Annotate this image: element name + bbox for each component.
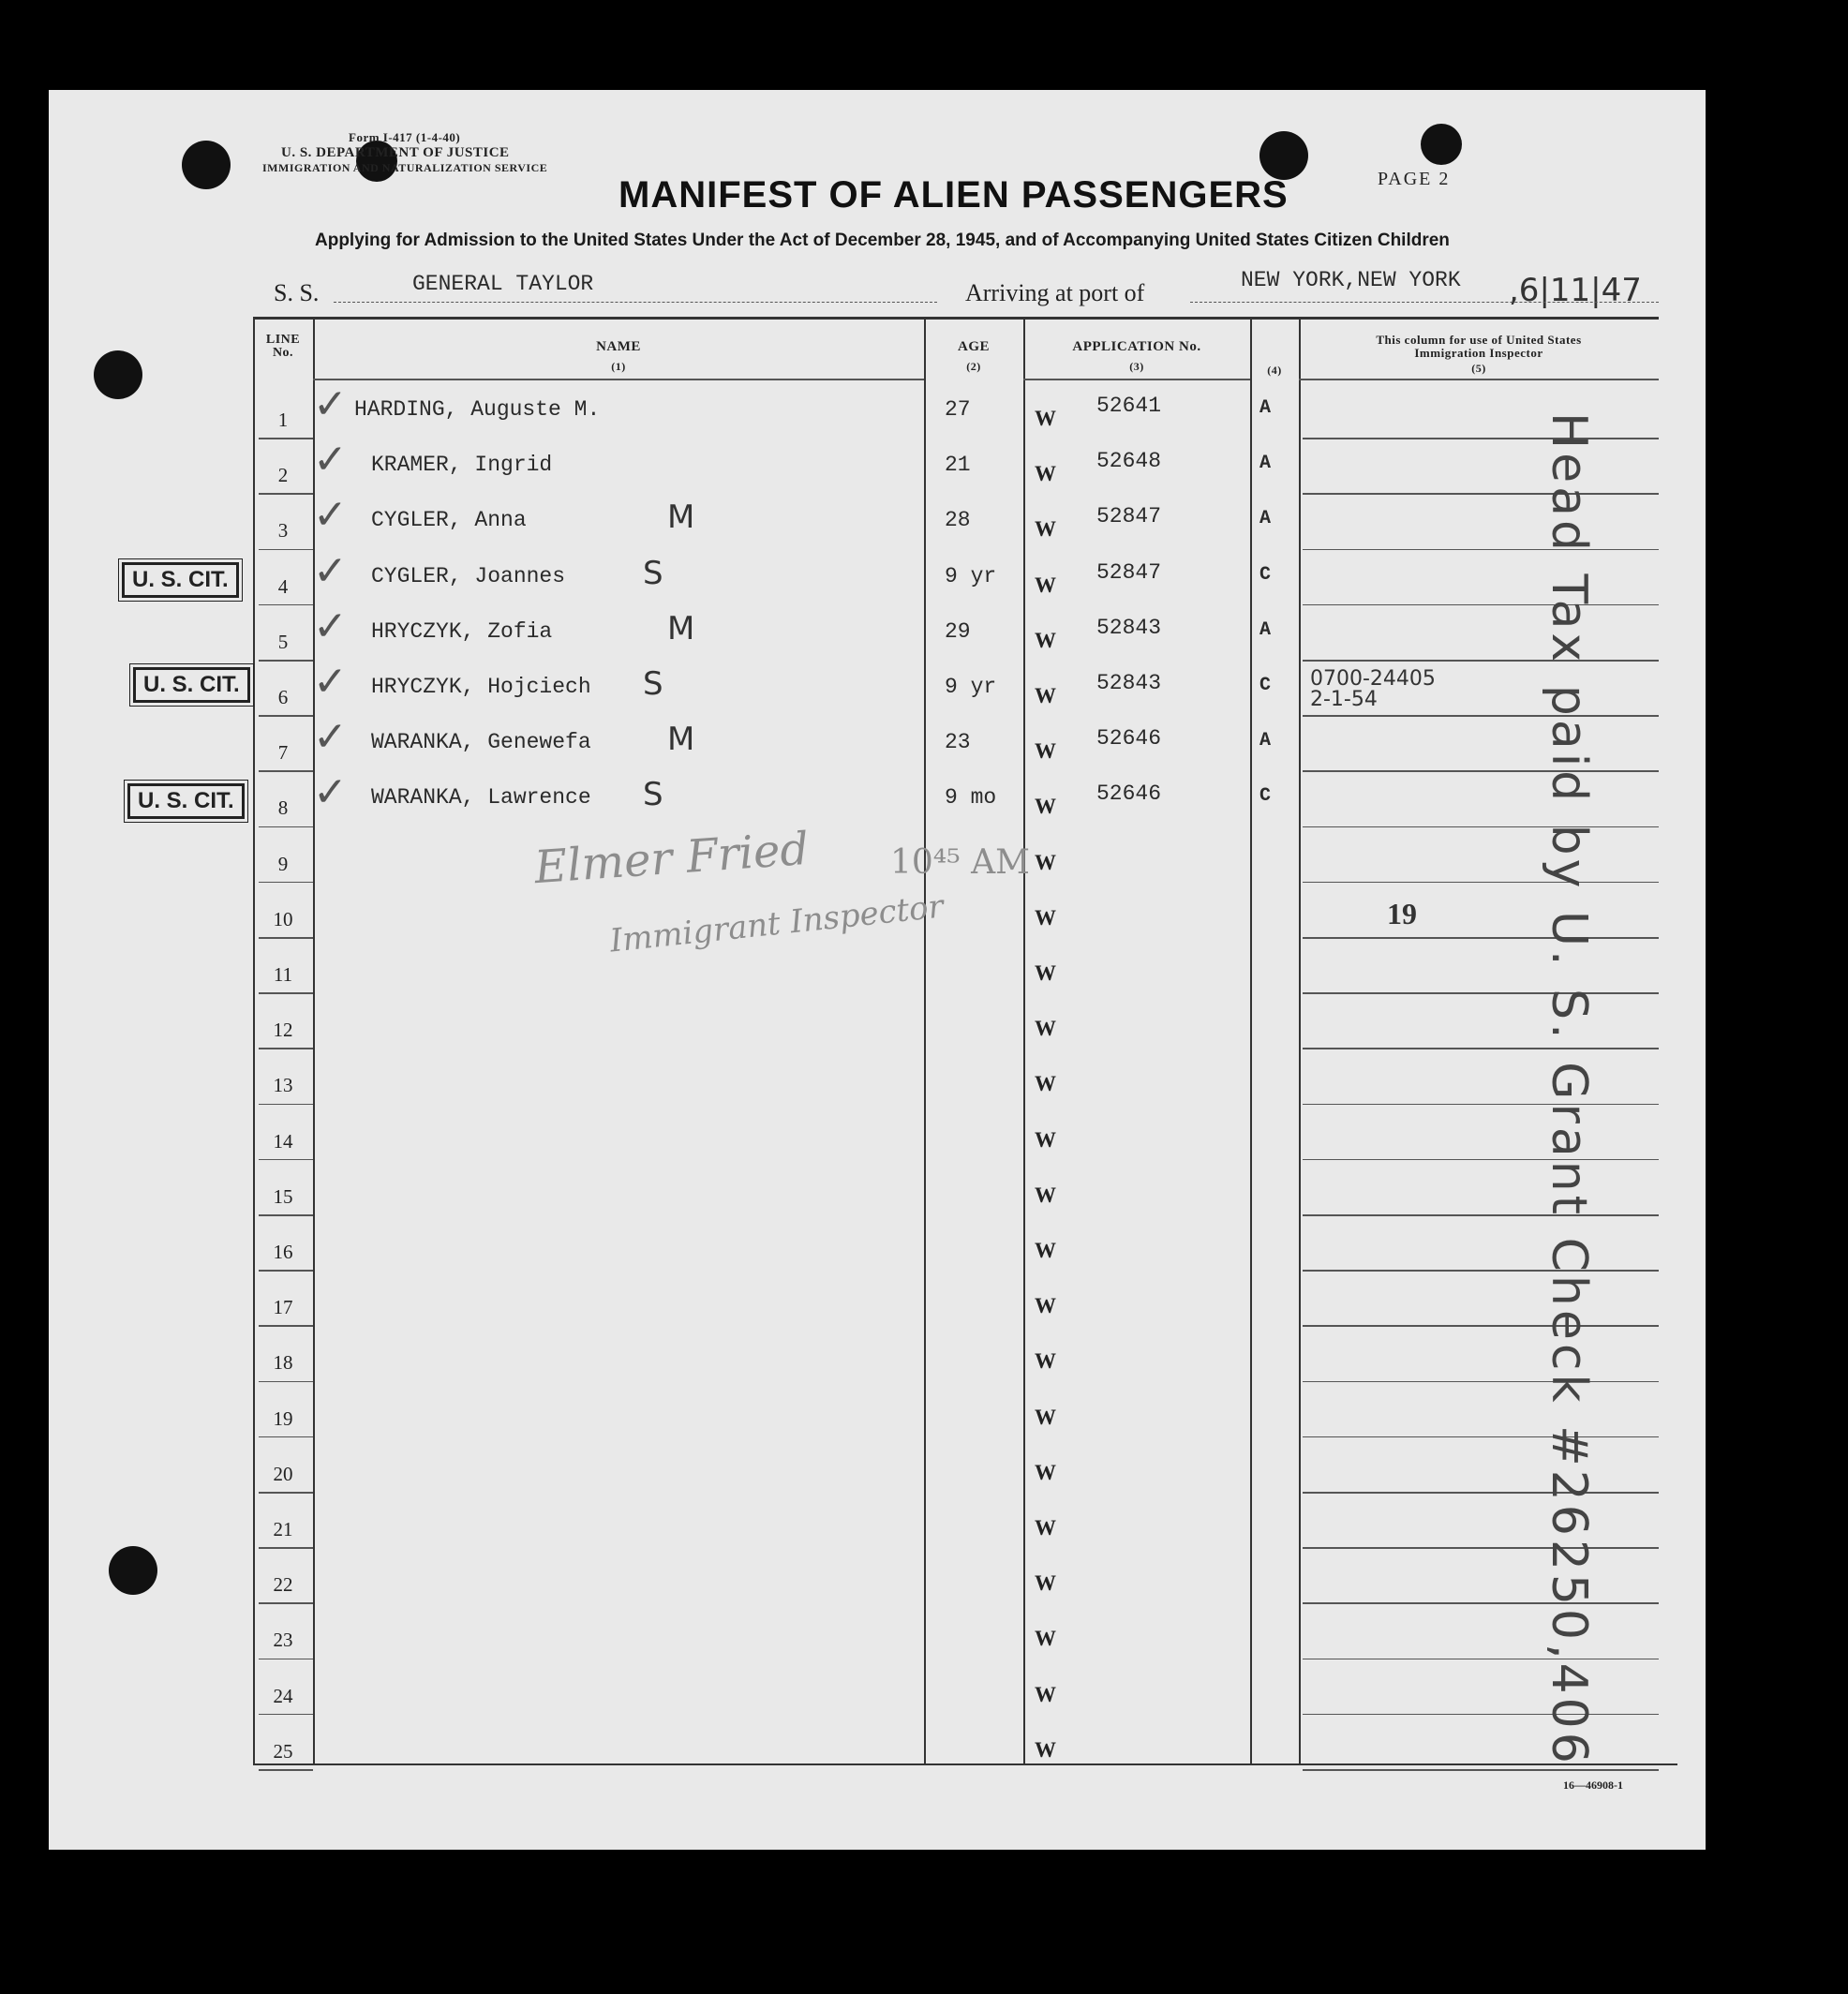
row-rule [259,937,313,939]
row-rule [259,715,313,717]
footer-code: 16—46908-1 [1563,1778,1623,1792]
row-rule [259,1381,313,1383]
w-marker: W [1035,1239,1056,1262]
row-rule [259,1714,313,1716]
header-rule [313,379,924,380]
row-rule [1303,1436,1659,1438]
w-marker: W [1035,1571,1056,1596]
check-mark-icon: ✓ [313,713,348,762]
row-rule [1303,1659,1659,1660]
port-underline [1190,302,1659,305]
w-marker: W [1035,961,1056,985]
row-rule [1303,882,1659,884]
w-marker: W [1035,628,1056,652]
col-header-app-num: (3) [1129,360,1144,373]
inspector-note: 0700-24405 2-1-54 [1310,667,1436,711]
line-number: 24 [273,1684,293,1707]
check-mark-icon: ✓ [313,658,348,706]
row-rule [259,1270,313,1272]
relationship-mark: M [667,609,695,647]
w-marker: W [1035,739,1056,764]
w-marker: W [1035,1627,1056,1651]
col-header-name: NAME [596,339,641,354]
w-marker: W [1035,407,1056,430]
port-label: Arriving at port of [965,279,1145,306]
col-header-age-num: (2) [966,360,981,373]
passenger-name: HARDING, Auguste M. [354,397,601,422]
line-number: 23 [273,1629,293,1652]
line-number: 6 [277,686,289,708]
passenger-age: 9 mo [945,785,997,811]
inspector-note: 19 [1387,896,1417,930]
row-rule [1303,937,1659,939]
passenger-name: CYGLER, Anna [371,508,527,533]
passenger-age: 21 [945,453,971,478]
w-marker: W [1035,1737,1056,1762]
w-marker: W [1035,462,1056,486]
row-rule [259,826,313,828]
col-header-name-num: (1) [611,360,626,373]
row-rule [1303,1769,1659,1771]
line-number: 5 [277,630,289,653]
table-bottom-rule [253,1763,1677,1765]
line-number: 10 [273,907,293,930]
line-number: 4 [277,574,289,598]
arrival-date: ,6|11|47 [1509,272,1642,309]
w-marker: W [1035,1183,1056,1207]
w-marker: W [1035,1682,1056,1706]
page-title: MANIFEST OF ALIEN PASSENGERS [618,174,1289,216]
passenger-age: 9 yr [945,675,997,699]
row-rule [259,1104,313,1106]
line-number: 17 [273,1296,293,1319]
row-rule [1303,770,1659,772]
w-marker: W [1035,517,1056,542]
row-rule [1303,1214,1659,1216]
row-rule [259,1602,313,1604]
row-rule [259,1325,313,1327]
w-marker: W [1035,684,1056,707]
w-marker: W [1035,573,1056,597]
us-citizen-stamp: U. S. CIT. [122,562,239,598]
col-header-age: AGE [957,339,990,354]
row-rule [259,770,313,772]
w-marker: W [1035,1294,1056,1318]
row-rule [1303,1159,1659,1161]
punch-hole [109,1546,157,1595]
row-rule [1303,1492,1659,1494]
status-code: A [1259,453,1272,475]
col-line-border [253,317,255,1764]
line-number: 1 [277,409,289,431]
application-number: 52646 [1096,781,1162,807]
row-rule [259,493,313,495]
w-marker: W [1035,1405,1056,1429]
passenger-name: WARANKA, Genewefa [371,730,591,755]
us-citizen-stamp: U. S. CIT. [127,783,245,819]
inspector-title: Immigrant Inspector [607,887,946,960]
col-line-age [924,317,926,1764]
status-code: C [1259,563,1272,586]
page-label: PAGE 2 [1378,169,1451,189]
line-number: 2 [277,464,289,487]
line-number: 13 [273,1074,293,1097]
page-subtitle: Applying for Admission to the United States Under the Act of December 28, 1945, and of Accompanying United States Citizen Children [315,231,1450,250]
col-header-inspector: This column for use of United States Immigration Inspector [1376,333,1582,360]
col-line-c5 [1299,317,1301,1764]
w-marker: W [1035,1349,1056,1374]
relationship-mark: M [667,721,695,759]
line-number: 16 [273,1241,293,1263]
row-rule [259,438,313,439]
header-rule [1023,379,1250,380]
row-rule [259,1492,313,1494]
row-rule [259,1547,313,1549]
w-marker: W [1035,1127,1056,1152]
line-number: 18 [273,1351,293,1375]
passenger-age: 9 yr [945,563,997,588]
w-marker: W [1035,850,1056,874]
status-code: A [1259,618,1272,641]
application-number: 52646 [1096,726,1162,751]
w-marker: W [1035,795,1056,819]
application-number: 52648 [1096,449,1162,474]
row-rule [1303,1714,1659,1716]
relationship-mark: S [643,554,663,592]
line-number: 25 [273,1739,293,1763]
table-top-rule [253,317,1659,320]
line-number: 14 [273,1129,293,1153]
line-number: 3 [277,519,289,543]
status-code: C [1259,675,1272,696]
line-number: 20 [273,1462,293,1485]
col-line-app [1023,317,1025,1764]
form-id: Form I-417 (1-4-40) [349,130,461,144]
row-rule [1303,826,1659,828]
head-tax-note: Head Tax paid by U. S. Grant Check #26250,406 [1541,412,1597,1767]
status-code: C [1259,785,1272,808]
passenger-age: 29 [945,618,971,644]
row-rule [1303,493,1659,495]
passenger-name: CYGLER, Joannes [371,563,566,588]
passenger-name: WARANKA, Lawrence [371,785,591,811]
passenger-name: KRAMER, Ingrid [371,453,553,478]
line-number: 19 [273,1406,293,1430]
check-mark-icon: ✓ [313,602,348,650]
line-number: 11 [273,963,293,986]
w-marker: W [1035,1460,1056,1484]
punch-hole [94,350,142,399]
status-code: A [1259,397,1272,419]
row-rule [1303,438,1659,439]
row-rule [259,882,313,884]
w-marker: W [1035,905,1056,930]
col-header-app: APPLICATION No. [1072,339,1201,354]
col-line-c4 [1250,317,1252,1764]
col-header-inspector-num: (5) [1471,362,1486,375]
punch-hole [182,141,231,189]
passenger-name: HRYCZYK, Zofia [371,618,553,644]
relationship-mark: S [643,776,663,814]
row-rule [259,1436,313,1438]
line-number: 12 [273,1019,293,1042]
w-marker: W [1035,1017,1056,1041]
passenger-name: HRYCZYK, Hojciech [371,675,591,699]
row-rule [259,549,313,551]
row-rule [1303,715,1659,717]
header-rule [1299,379,1659,380]
row-rule [259,1659,313,1660]
row-rule [1303,549,1659,551]
status-code: A [1259,730,1272,752]
ss-label: S. S. [274,279,320,306]
line-number: 15 [273,1184,293,1208]
check-mark-icon: ✓ [313,380,348,428]
application-number: 52843 [1096,671,1162,695]
relationship-mark: S [643,665,663,703]
line-number: 9 [277,852,289,875]
w-marker: W [1035,1072,1056,1096]
passenger-age: 23 [945,730,971,755]
row-rule [259,1769,313,1771]
check-mark-icon: ✓ [313,436,348,484]
row-rule [1303,992,1659,994]
service-name: IMMIGRATION AND NATURALIZATION SERVICE [262,161,548,174]
col-header-line: LINE No. [265,333,301,360]
check-mark-icon: ✓ [313,546,348,595]
application-number: 52843 [1096,615,1162,640]
ship-underline [334,302,937,305]
check-mark-icon: ✓ [313,491,348,540]
application-number: 52847 [1096,504,1162,529]
application-number: 52641 [1096,394,1162,418]
row-rule [1303,1547,1659,1549]
port-name: NEW YORK,NEW YORK [1241,268,1461,292]
relationship-mark: M [667,498,695,537]
row-rule [1303,660,1659,662]
line-number: 21 [273,1518,293,1540]
row-rule [1303,1104,1659,1106]
application-number: 52847 [1096,559,1162,585]
row-rule [259,1048,313,1049]
line-number: 7 [277,741,289,765]
w-marker: W [1035,1516,1056,1540]
row-rule [259,1159,313,1161]
punch-hole [1421,124,1462,165]
check-mark-icon: ✓ [313,768,348,817]
punch-hole [1259,131,1308,180]
inspector-signature: Elmer Fried [532,822,811,895]
line-number: 8 [277,796,289,820]
row-rule [1303,1325,1659,1327]
us-citizen-stamp: U. S. CIT. [133,667,250,703]
col-header-c4-num: (4) [1267,364,1282,377]
row-rule [259,604,313,606]
signature-time: 10⁴⁵ AM [890,843,1030,882]
row-rule [1303,604,1659,606]
ship-name: GENERAL TAYLOR [412,272,594,296]
row-rule [1303,1381,1659,1383]
passenger-age: 27 [945,397,971,422]
line-number: 22 [273,1573,293,1597]
row-rule [259,1214,313,1216]
row-rule [1303,1602,1659,1604]
passenger-age: 28 [945,508,971,533]
status-code: A [1259,508,1272,530]
department-name: U. S. DEPARTMENT OF JUSTICE [281,145,510,160]
row-rule [1303,1270,1659,1272]
row-rule [1303,1048,1659,1049]
row-rule [259,660,313,662]
row-rule [259,992,313,994]
